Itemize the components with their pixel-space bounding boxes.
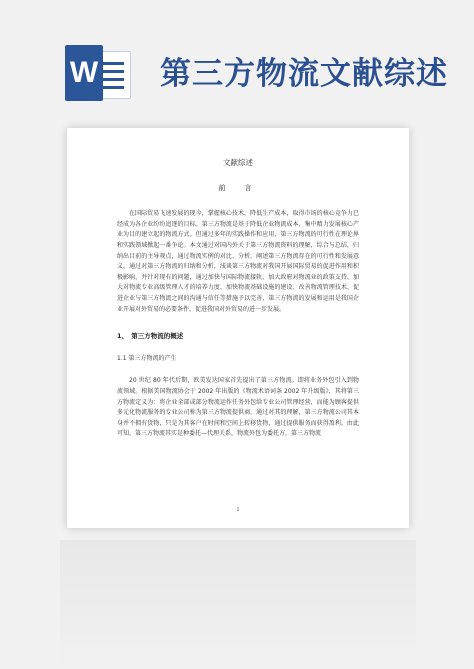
document-page	[67, 128, 409, 528]
section-heading: 1、 第三方物流的概述	[117, 332, 184, 341]
word-icon-letter: W	[65, 45, 103, 101]
word-icon	[63, 45, 131, 101]
document-heading: 第三方物流文献综述	[160, 56, 448, 92]
page-number: 1	[236, 507, 240, 514]
foreword-heading: 前 言	[218, 183, 258, 192]
page-title: 文献综述	[223, 158, 253, 167]
intro-paragraph: 在国际贸易飞速发展的现今，掌握核心技术，降低生产成本，取得市场的核心竞争力已经成为各企业纷纷追逐的目标。第三方物流是基于降低企业物流成本、集中精力发展核心产业为目的建立起的物流方式。但通过多年的实践操作和应用，第三方物流的可行性在理论界和实践领域掀起一番争论。本文通过对国内外关于第三方物流资料的理解，综合与总结，归纳出目前的主导观点，通过物流实例的对比、分析，阐述第三方物流存在的可行性和发展意义。通过对第三方物流的归纳和分析，浅谈第三方物流对我国开展国际贸易的促进作用和积极影响，并针对现有的问题，通过加快与国际物流接轨、加大政府对物流业的政策支持、加大对物流专业高级管理人才的培养力度、加快物流基础设施的建设、改善物流管理技术、促进企业与第三方物流之间的沟通与信任等措施予以完善，第三方物流的发展和运用是我国企业开展对外贸易的必要条件，促进我国对外贸易的进一步发展。	[117, 210, 359, 313]
page-shadow-area	[60, 540, 416, 669]
body-paragraph: 20 世纪 80 年代后期，欧美发达国家首先提出了第三方物流。即将业务外包引入到物流领域。根据美国物流协会于 2002 年出版的《物流术语词条 2002 年升级版》，其将第三方物流定义为：将企业全部或部分物流运作任务外包给专业公司管理经营，而能为顾客提供多元化物流服务的专业公司称为第三方物流提供商。通过对其的理解，第三方物流公司其本身并不拥有货物，只是为其客户在时间和空间上转移货物，通过提供服务而获得盈利。由此可知，第三方物流其实是种委托—代理关系，物流外包为委托方，第三方物流	[117, 377, 359, 438]
banner	[0, 0, 474, 120]
subsection-heading: 1.1 第三方物流的产生	[117, 354, 177, 362]
